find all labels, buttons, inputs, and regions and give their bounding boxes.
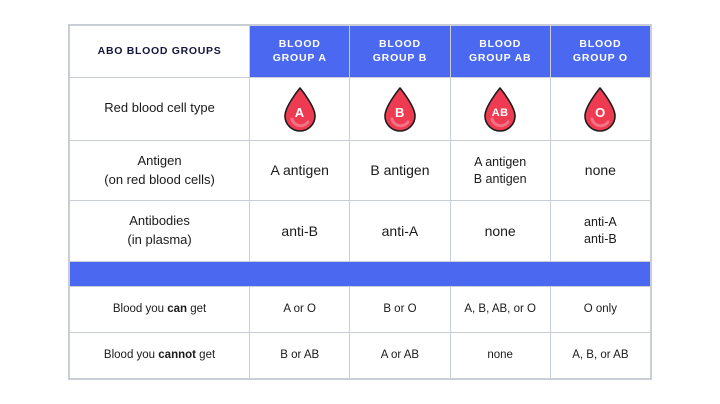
blood-drop-label: A xyxy=(294,105,305,121)
cell-can-get-o: O only xyxy=(550,286,650,332)
cell-cannot-get-a: B or AB xyxy=(250,332,350,378)
column-header-line2: GROUP AB xyxy=(468,52,532,65)
cell-can-get-b: B or O xyxy=(350,286,450,332)
cell-antibodies-a xyxy=(250,201,350,262)
cell-antibodies-b xyxy=(350,201,450,262)
cell-line1: anti-A xyxy=(381,222,419,239)
cell-line1: anti-A xyxy=(584,215,617,230)
column-header-line1: BLOOD xyxy=(479,38,522,51)
column-header-line1: BLOOD xyxy=(378,38,421,51)
column-header-group-a xyxy=(250,26,350,78)
cell-line2: anti-B xyxy=(584,232,617,247)
row-label-red-blood-cell-type: Red blood cell type xyxy=(70,77,250,140)
blood-drop-icon xyxy=(581,86,619,132)
row-label-main: Antigen xyxy=(137,152,182,168)
cell-cannot-get-o: A, B, or AB xyxy=(550,332,650,378)
cell-can-get-a: A or O xyxy=(250,286,350,332)
column-header-line1: BLOOD xyxy=(278,38,321,51)
cell-drop-o xyxy=(550,77,650,140)
cell-antigen-a xyxy=(250,140,350,201)
row-label-cannot-get xyxy=(70,332,250,378)
table-row-antibodies xyxy=(70,201,651,262)
blood-drop-icon xyxy=(381,86,419,132)
column-header-group-o xyxy=(550,26,650,78)
cell-drop-b xyxy=(350,77,450,140)
blood-drop-icon xyxy=(281,86,319,132)
blood-drop-label: AB xyxy=(491,106,509,119)
label-emphasis: cannot xyxy=(158,349,196,362)
column-header-line1: BLOOD xyxy=(579,38,622,51)
cell-line2: B antigen xyxy=(473,171,527,186)
label-emphasis: can xyxy=(167,303,188,316)
blood-drop-label: O xyxy=(595,105,606,121)
label-post: get xyxy=(195,349,216,362)
cell-line1: anti-B xyxy=(281,222,318,239)
column-header-line2: GROUP A xyxy=(272,52,327,65)
label-pre: Blood you xyxy=(112,303,168,316)
cell-line1: B antigen xyxy=(370,162,430,179)
row-label-can-get xyxy=(70,286,250,332)
table-row-antigen xyxy=(70,140,651,201)
table-header-row xyxy=(70,26,651,78)
column-header-group-b xyxy=(350,26,450,78)
row-label-sub: (on red blood cells) xyxy=(104,171,215,187)
cell-antibodies-ab xyxy=(450,201,550,262)
cell-cannot-get-b: A or AB xyxy=(350,332,450,378)
table-corner-header: ABO BLOOD GROUPS xyxy=(70,26,250,78)
row-label-antibodies xyxy=(70,201,250,262)
column-header-line2: GROUP O xyxy=(572,52,628,65)
column-header-group-ab xyxy=(450,26,550,78)
cell-antibodies-o xyxy=(550,201,650,262)
cell-line1: A antigen xyxy=(474,154,527,169)
cell-antigen-ab xyxy=(450,140,550,201)
abo-blood-groups-table xyxy=(68,24,652,380)
table-row-blood-you-can-get xyxy=(70,286,651,332)
divider-cell xyxy=(70,262,651,287)
column-header-line2: GROUP B xyxy=(372,52,428,65)
blood-drop-icon xyxy=(481,86,519,132)
label-post: get xyxy=(187,303,207,316)
label-pre: Blood you xyxy=(103,349,159,362)
cell-antigen-b xyxy=(350,140,450,201)
blood-drop-label: B xyxy=(394,105,405,121)
row-label-main: Antibodies xyxy=(129,213,190,229)
cell-cannot-get-ab: none xyxy=(450,332,550,378)
row-label-antigen xyxy=(70,140,250,201)
cell-line1: none xyxy=(584,162,616,179)
cell-can-get-ab: A, B, AB, or O xyxy=(450,286,550,332)
table-row-red-blood-cell-type xyxy=(70,77,651,140)
table-divider-band xyxy=(70,262,651,287)
cell-antigen-o xyxy=(550,140,650,201)
row-label-sub: (in plasma) xyxy=(127,232,192,248)
cell-drop-ab xyxy=(450,77,550,140)
cell-line1: none xyxy=(484,222,516,239)
table-row-blood-you-cannot-get xyxy=(70,332,651,378)
cell-line1: A antigen xyxy=(270,162,329,179)
cell-drop-a xyxy=(250,77,350,140)
